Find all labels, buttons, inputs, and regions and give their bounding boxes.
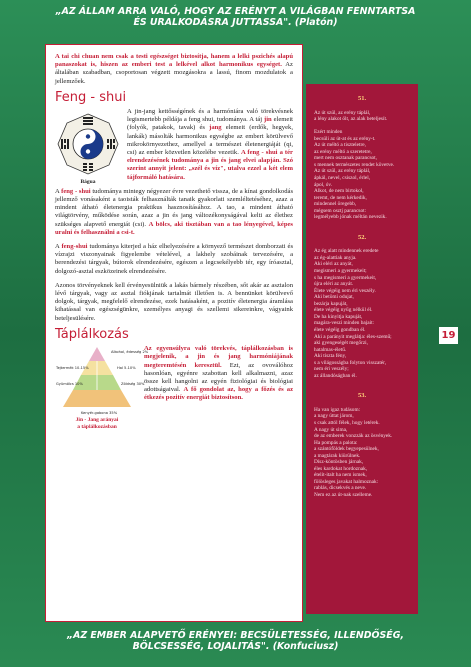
fs-p2-b: tudománya mintegy négyezer évre vezethető vissza, de a kínai gondolkodás jellemző vonásaként a taoisták felhasználták tanaik gyakorlati szemléltetéséhez, azaz a mindent átható életenergia praktikus hasznosításához. A tao, a mindent átható világtörvény, működése során, azaz a jin és jang változékonyságával kelti az élethez szükséges alapvető energiát (csi). bbox=[55, 187, 294, 228]
poem-line: mert nem osztanak parancsot, bbox=[314, 155, 377, 162]
fs-p2-term: feng - shui bbox=[61, 187, 91, 195]
poem-line: fölösleges javakat halmoznak: bbox=[314, 478, 379, 485]
fs-p3-b: tudománya kiterjed a ház elhelyezésére a környező természet domborzati és vízrajzi viszonyainak figyelembe vételével, a lakhely szobáinak tervezésére, a berendezési tárgyak, bútorok elrendezésére, egészen a legcsekélyebb tér, egy íróasztal, dolgozó-asztal eszközeinek elrendezésére. bbox=[55, 243, 294, 275]
poem-line: teremt, de nem kérkedik, bbox=[314, 194, 367, 201]
stanza-spacer bbox=[314, 379, 410, 389]
poem-number: 51. bbox=[357, 95, 367, 102]
footer-quote bbox=[0, 630, 471, 652]
pyramid-label-1: Tejtermék 10-15% bbox=[56, 366, 89, 371]
intro-bold: A tai chi chuan nem csak a testi egészséget biztosítja, hanem a lelki pszichés alapú panaszokat is, hiszen az emberi test a lelkével alkot harmonikus egységet. bbox=[55, 53, 293, 69]
fs-p2-bold: A bölcs, aki tisztában van a tao lényegével, képes uralni és felhasználni a csi-t. bbox=[55, 220, 293, 236]
poem-line: Az út méltó a tiszteletre, bbox=[314, 142, 366, 149]
intro-paragraph bbox=[55, 53, 293, 86]
fs-p3-a: A bbox=[55, 243, 62, 251]
poem-line: éles kardokat hordoznak, bbox=[314, 465, 368, 472]
poem-line: Az út szül, az erény táplál, bbox=[314, 168, 371, 175]
poem-line: mégsem osztj parancsot: bbox=[314, 207, 367, 214]
pyramid-label-2: Hal 5-10% bbox=[117, 366, 136, 371]
poem-line: aki gyengeségét megőrzi, bbox=[314, 340, 368, 347]
taplalkozas-paragraph bbox=[144, 345, 293, 424]
fs-p1-jang: jang bbox=[209, 124, 222, 132]
bagua-figure bbox=[55, 108, 121, 188]
poem-line: rablás, dicsekvés a neve. bbox=[314, 485, 367, 492]
poem-line: a lény alakot ölt, az alak beteljesít. bbox=[314, 116, 388, 123]
poem-line: a magtárak kiürülnek. bbox=[314, 452, 361, 459]
poem-line: megismeri a gyermekeit; bbox=[314, 268, 367, 275]
poem-line: a nagy úttat járom, bbox=[314, 413, 354, 420]
poem-line: Aki betömi odujat, bbox=[314, 294, 354, 301]
poem-line: az állandóságban él. bbox=[314, 372, 357, 379]
poem-line: élete végéig nyűg nélkül él. bbox=[314, 307, 373, 314]
intro-normal: Az általában szabadban, csoportosan végzett mozgásokra a lassú, finom mozdulatok a jellemzőek. bbox=[55, 61, 293, 85]
tap-bold-1: Az egyensúlyra való törekvés, táplálkozásban is megjelenik, a jin és jang harmóniájának megteremtésén keresztül. bbox=[144, 345, 293, 369]
poem-line: s csak attól félek, hogy letérek. bbox=[314, 419, 380, 426]
poem-line: s ha megismeri a gyermekeit, bbox=[314, 274, 377, 281]
poem-line: a szántóföldek begyepesülnek, bbox=[314, 446, 379, 453]
poem-line: s mennek természetes rendet követve. bbox=[314, 161, 395, 168]
pyramid-caption bbox=[76, 417, 119, 430]
poem-line: ápkál, nevel, csiszol, érlel, bbox=[314, 175, 371, 182]
poem-line: élete végéig gondban él. bbox=[314, 326, 366, 333]
poem-line: Alkot, de nem birtokol, bbox=[314, 188, 364, 195]
fs-p1-b: elemeit (folyók, patakok, tavak) és bbox=[127, 116, 293, 132]
pyramid-caption-line-1: Jin - Jang arányai bbox=[75, 417, 119, 424]
poem-line: újra eléri az anyát. bbox=[314, 281, 354, 288]
stanza-spacer bbox=[314, 499, 410, 509]
fs-p1-c: elemeit (erdők, hegyek, lankák) másolták harmonikus egységbe az embert körülvevő mikrokörnyezethez, amellyel a természet életenergiáját (qi, csi) az ember közvetlen közelébe vezetik. bbox=[127, 124, 293, 157]
header-quote bbox=[0, 6, 471, 28]
poem-line: Ezért minden bbox=[314, 129, 343, 136]
footer-line-2: BÖLCSESSÉG, LOJALITÁS". (Konfuciusz) bbox=[132, 641, 339, 652]
poem-line: Az ég alatt mindennek eredete bbox=[314, 248, 379, 255]
bagua-caption: Bágua bbox=[80, 179, 96, 186]
poem-line: de az emberek vonzzák az ösvények. bbox=[314, 433, 393, 440]
tap-normal: Ezt, az ovoválóhoz hasonlóan, egyénre szabottan kell alkalmazni, azaz össze kell hangolni az egyén fiziológiai és biológiai adottságaival. bbox=[144, 361, 293, 394]
food-pyramid-icon bbox=[55, 345, 149, 417]
feng-shui-block bbox=[55, 108, 293, 188]
poem-line: nem éri veszély; bbox=[314, 366, 349, 373]
poem-line: az erény méltó a szeretetre, bbox=[314, 148, 372, 155]
feng-shui-paragraph-1 bbox=[127, 108, 293, 182]
footer-line-1: „AZ EMBER ALAPVETŐ ERÉNYEI: BECSÜLETESSÉG, ILLENDŐSÉG, bbox=[67, 630, 404, 641]
header-line-2: ÉS URALKODÁSRA JUTTASSA". (Platón) bbox=[133, 17, 338, 28]
poem-line: legmélyebb jónak méltán nevezik. bbox=[314, 214, 387, 221]
poem-line: az ég-alattiak anyja. bbox=[314, 254, 357, 261]
poem-line: A nagy út sima, bbox=[314, 426, 348, 433]
feng-shui-title: Feng - shui bbox=[55, 89, 127, 105]
feng-shui-paragraph-4: Azonos törvényeknek kell érvényesülniük a lakás bármely részében, sőt akár az asztalon lévő tárgyak, vagy az asztal fiókjának tartalmát illetően is. A bennünket körülvevő dolgok, tárgyak, megfelelő elrendezése, ezek hatásaként, a pozitív életenergia áramlása kihatással van egészségünkre, személyes anyagi és szellemi sikereinkre, vágyaink beteljesülésére. bbox=[55, 281, 293, 322]
poem-line: s a világosságba folyton visszatér, bbox=[314, 359, 387, 366]
fs-p1-jin: jin bbox=[264, 116, 272, 124]
poem-line: ételit-italt ha nem ismek, bbox=[314, 472, 367, 479]
poem-line: becsüli az út-at és az erény-t. bbox=[314, 135, 376, 142]
poem-number: 53. bbox=[357, 392, 367, 400]
main-article bbox=[45, 44, 303, 622]
pyramid-label-0: Alkohol, édesség 2% bbox=[111, 350, 149, 355]
poem-line: Aki eléri az anyát, bbox=[314, 261, 353, 268]
stanza-spacer bbox=[314, 221, 410, 231]
taplalkozas-block bbox=[55, 345, 293, 430]
pyramid-caption-line-2: a táplálkozásban bbox=[77, 423, 117, 430]
feng-shui-paragraph-3 bbox=[55, 243, 293, 276]
tap-bold-2: A fő gondolat az, hogy a főzés és az étkezés pozitív energiát biztosítson. bbox=[144, 386, 293, 402]
poem-line: bezárja kapuját, bbox=[314, 300, 348, 307]
poem-line: Nem ez az út-nak szelleme. bbox=[314, 491, 373, 498]
poem-line: ápol, óv. bbox=[314, 181, 333, 188]
poem-number: 52. bbox=[357, 233, 367, 241]
poem-line: Aki tiszta fény, bbox=[314, 353, 347, 360]
header-line-1: „AZ ÁLLAM ARRA VALÓ, HOGY AZ ERÉNYT A VILÁGBAN FENNTARTSA bbox=[55, 6, 416, 17]
poem-line: Élete végéig nem éri veszély. bbox=[314, 287, 376, 294]
poem-line: De ha kinyitja kapuját, bbox=[314, 313, 363, 320]
poem-line: Ha pompás a palota: bbox=[314, 439, 358, 446]
poem-line: Dísz-köntösben járnak, bbox=[314, 459, 364, 466]
pyramid-label-5: Kenyér-gabona 35% bbox=[81, 411, 118, 416]
fs-p1-bold: A feng - shui a tér elrendezésének tudománya a jin és jang elvei alapján. Szó szerint annyit jelent: „szél és víz", utalva ezzel a két elem tájformáló hatására. bbox=[127, 149, 293, 181]
tao-poem-column bbox=[306, 84, 418, 614]
page-number: 19 bbox=[439, 327, 458, 344]
food-pyramid-figure bbox=[55, 345, 149, 430]
fs-p1-a: A jin-jang kettősségének és a harmóniára való törekvésnek legismertebb példája a feng shui, tudománya. A táj bbox=[127, 108, 293, 124]
pyramid-label-4: Zöldség 30% bbox=[121, 382, 145, 387]
fs-p3-term: feng-shui bbox=[61, 243, 88, 251]
taplalkozas-title: Táplálkozás bbox=[55, 326, 129, 342]
poem-line: mindennel öregebb, bbox=[314, 201, 357, 208]
fs-p2-a: A bbox=[55, 187, 62, 195]
poem-line: Az út szül, az erény táplál, bbox=[314, 109, 371, 116]
poem-line: Aki a parányit meglátja: éles-szemű; bbox=[314, 333, 392, 340]
poem-line: magára-veszi minden bajait: bbox=[314, 320, 375, 327]
poem-line: Ha van igaz tudásom: bbox=[314, 406, 361, 413]
poem-line: hatalmas-életű. bbox=[314, 346, 347, 353]
bagua-icon bbox=[56, 112, 120, 176]
feng-shui-paragraph-2 bbox=[55, 188, 293, 237]
pyramid-label-3: Gyümölcs 10% bbox=[56, 382, 83, 387]
